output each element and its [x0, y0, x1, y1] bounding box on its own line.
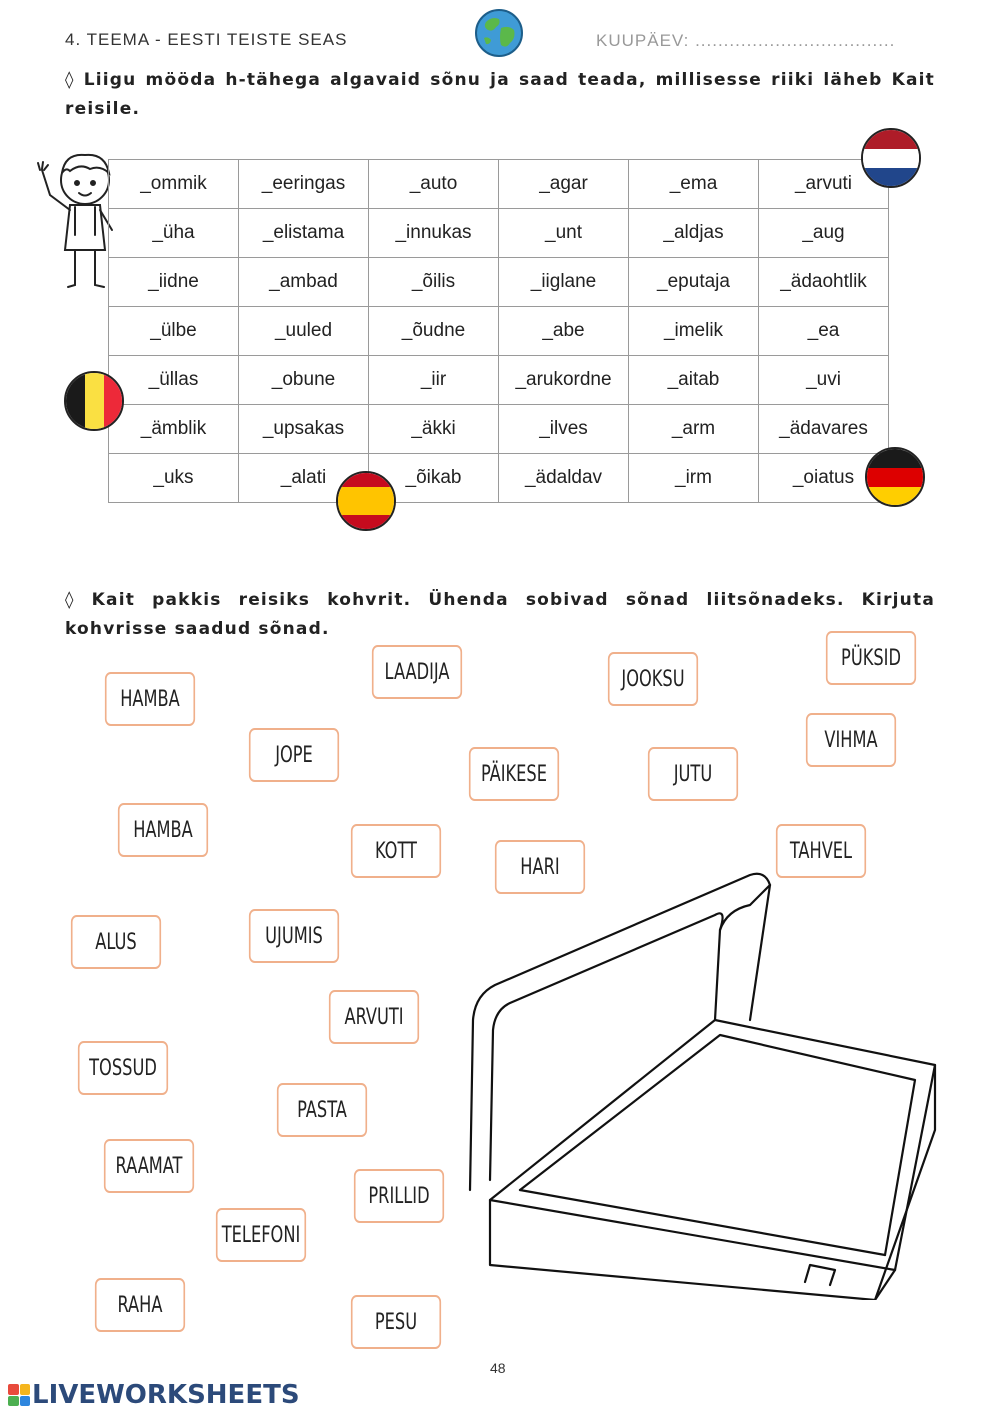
- word-grid: [108, 159, 889, 503]
- logo-square: [8, 1384, 19, 1395]
- grid-row: [109, 160, 889, 209]
- task1-instruction: ◊ Liigu mööda h-tähega algavaid sõnu ja saad teada, millisesse riiki läheb Kait reisile.: [65, 70, 935, 119]
- grid-cell[interactable]: _upsakas: [239, 405, 369, 454]
- grid-cell[interactable]: _aldjas: [629, 209, 759, 258]
- grid-cell[interactable]: _ülbe: [109, 307, 239, 356]
- word-card[interactable]: LAADIJA: [372, 645, 462, 699]
- flag-stripe: [338, 487, 394, 515]
- word-card[interactable]: HARI: [495, 840, 585, 894]
- word-card[interactable]: RAAMAT: [104, 1139, 194, 1193]
- grid-row: [109, 307, 889, 356]
- word-card[interactable]: PESU: [351, 1295, 441, 1349]
- grid-row: [109, 356, 889, 405]
- grid-cell[interactable]: _ommik: [109, 160, 239, 209]
- grid-cell[interactable]: _õikab: [369, 454, 499, 503]
- grid-cell[interactable]: _ädavares: [759, 405, 889, 454]
- grid-cell[interactable]: _ambad: [239, 258, 369, 307]
- netherlands-flag-icon[interactable]: [861, 128, 921, 188]
- word-card[interactable]: JOOKSU: [608, 652, 698, 706]
- grid-cell[interactable]: _iir: [369, 356, 499, 405]
- grid-cell[interactable]: _uuled: [239, 307, 369, 356]
- flag-stripe: [867, 468, 923, 486]
- word-card[interactable]: JUTU: [648, 747, 738, 801]
- belgium-flag-icon[interactable]: [64, 371, 124, 431]
- word-card[interactable]: RAHA: [95, 1278, 185, 1332]
- grid-cell[interactable]: _elistama: [239, 209, 369, 258]
- grid-cell[interactable]: _ädaldav: [499, 454, 629, 503]
- flag-stripe: [863, 149, 919, 167]
- word-card[interactable]: TELEFONI: [216, 1208, 306, 1262]
- word-card[interactable]: PRILLID: [354, 1169, 444, 1223]
- grid-cell[interactable]: _ea: [759, 307, 889, 356]
- task2-instruction: ◊ Kait pakkis reisiks kohvrit. Ühenda sobivad sõnad liitsõnadeks. Kirjuta kohvrisse saadud sõnad.: [65, 590, 935, 639]
- grid-cell[interactable]: _ämblik: [109, 405, 239, 454]
- logo-icon: [8, 1384, 30, 1406]
- grid-cell[interactable]: _agar: [499, 160, 629, 209]
- word-card[interactable]: JOPE: [249, 728, 339, 782]
- date-field[interactable]: KUUPÄEV: ...................................: [596, 31, 896, 50]
- grid-cell[interactable]: _õudne: [369, 307, 499, 356]
- word-card[interactable]: KOTT: [351, 824, 441, 878]
- grid-cell[interactable]: _innukas: [369, 209, 499, 258]
- grid-cell[interactable]: _irm: [629, 454, 759, 503]
- word-card[interactable]: PÜKSID: [826, 631, 916, 685]
- brand-name: LIVEWORKSHEETS: [32, 1380, 300, 1410]
- word-card[interactable]: PÄIKESE: [469, 747, 559, 801]
- word-card[interactable]: HAMBA: [105, 672, 195, 726]
- grid-cell[interactable]: _abe: [499, 307, 629, 356]
- grid-cell[interactable]: _üllas: [109, 356, 239, 405]
- word-card[interactable]: PASTA: [277, 1083, 367, 1137]
- flag-stripe: [863, 130, 919, 149]
- grid-cell[interactable]: _aitab: [629, 356, 759, 405]
- worksheet-title: 4. TEEMA - EESTI TEISTE SEAS: [65, 30, 348, 49]
- grid-cell[interactable]: _auto: [369, 160, 499, 209]
- logo-square: [20, 1396, 31, 1407]
- grid-cell[interactable]: _äkki: [369, 405, 499, 454]
- flag-stripe: [66, 373, 85, 429]
- grid-cell[interactable]: _iiglane: [499, 258, 629, 307]
- word-card[interactable]: ALUS: [71, 915, 161, 969]
- grid-row: [109, 405, 889, 454]
- grid-cell[interactable]: _unt: [499, 209, 629, 258]
- grid-row: [109, 258, 889, 307]
- grid-cell[interactable]: _arvuti: [759, 160, 889, 209]
- grid-cell[interactable]: _eeringas: [239, 160, 369, 209]
- spain-flag-icon[interactable]: [336, 471, 396, 531]
- logo-square: [20, 1384, 31, 1395]
- grid-cell[interactable]: _õilis: [369, 258, 499, 307]
- grid-cell[interactable]: _üha: [109, 209, 239, 258]
- grid-cell[interactable]: _uks: [109, 454, 239, 503]
- suitcase-drawing[interactable]: [465, 870, 945, 1300]
- page-number: 48: [490, 1360, 506, 1376]
- flag-stripe: [85, 373, 103, 429]
- logo-square: [8, 1396, 19, 1407]
- germany-flag-icon[interactable]: [865, 447, 925, 507]
- grid-cell[interactable]: _alati: [239, 454, 369, 503]
- word-card[interactable]: TOSSUD: [78, 1041, 168, 1095]
- grid-cell[interactable]: _arukordne: [499, 356, 629, 405]
- grid-row: [109, 454, 889, 503]
- grid-cell[interactable]: _uvi: [759, 356, 889, 405]
- grid-cell[interactable]: _ilves: [499, 405, 629, 454]
- grid-cell[interactable]: _iidne: [109, 258, 239, 307]
- grid-cell[interactable]: _ädaohtlik: [759, 258, 889, 307]
- word-card[interactable]: TAHVEL: [776, 824, 866, 878]
- grid-row: [109, 209, 889, 258]
- brand-logo[interactable]: [8, 1380, 300, 1410]
- grid-cell[interactable]: _obune: [239, 356, 369, 405]
- word-card[interactable]: VIHMA: [806, 713, 896, 767]
- grid-cell[interactable]: _oiatus: [759, 454, 889, 503]
- globe-icon: [474, 8, 524, 58]
- word-card[interactable]: ARVUTI: [329, 990, 419, 1044]
- grid-cell[interactable]: _aug: [759, 209, 889, 258]
- grid-cell[interactable]: _imelik: [629, 307, 759, 356]
- grid-cell[interactable]: _eputaja: [629, 258, 759, 307]
- word-card[interactable]: UJUMIS: [249, 909, 339, 963]
- grid-cell[interactable]: _arm: [629, 405, 759, 454]
- grid-cell[interactable]: _ema: [629, 160, 759, 209]
- flag-stripe: [338, 515, 394, 529]
- word-card[interactable]: HAMBA: [118, 803, 208, 857]
